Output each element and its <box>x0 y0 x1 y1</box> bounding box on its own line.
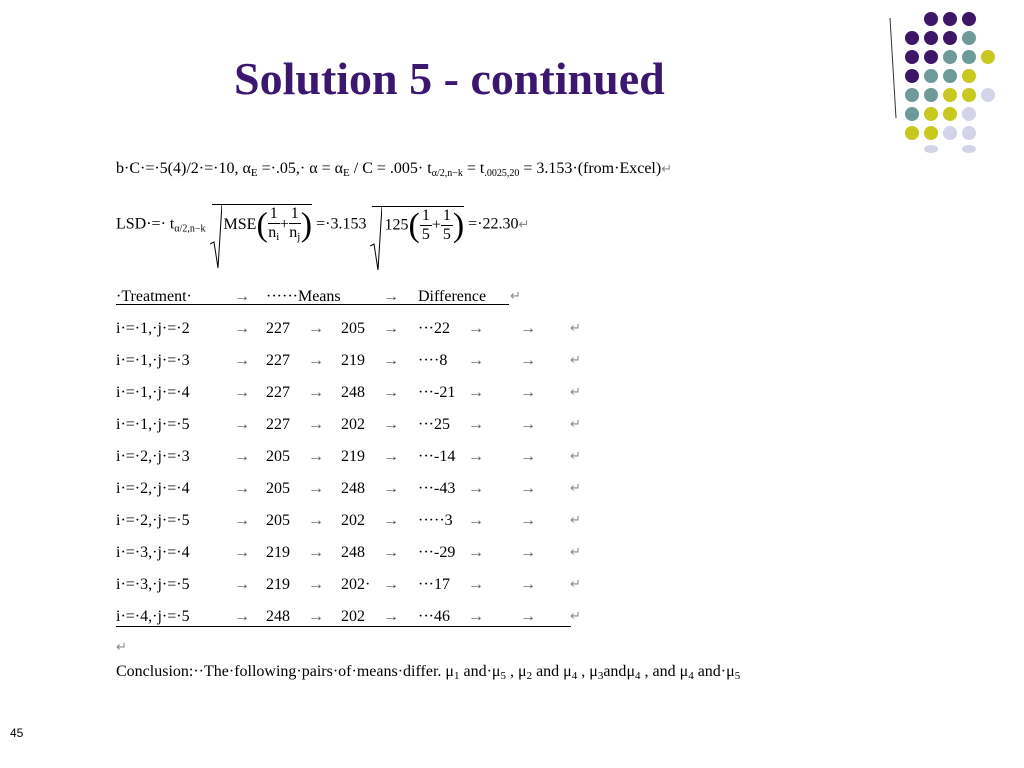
cell-pair: i·=·1,·j·=·2 <box>116 320 190 337</box>
decorative-dot <box>924 31 938 45</box>
denominator: 5 <box>421 226 430 243</box>
decorative-dot <box>905 31 919 45</box>
tab-mark: → <box>520 320 536 337</box>
fraction <box>268 205 280 246</box>
cell-pair: i·=·1,·j·=·4 <box>116 384 190 401</box>
tab-mark: → <box>468 576 484 593</box>
tab-mark: → <box>234 416 250 433</box>
tab-mark: → <box>520 384 536 401</box>
cell-pair: i·=·2,·j·=·5 <box>116 512 190 529</box>
tab-mark: → <box>234 608 250 625</box>
formula-text: = 3.153·(from·Excel) <box>519 160 662 177</box>
tab-mark: → <box>308 448 324 465</box>
paren-open-icon: ( <box>256 206 268 244</box>
decorative-dot <box>962 88 976 102</box>
cell-difference: ···-21 <box>418 384 456 401</box>
cell-mean-i: 248 <box>266 608 290 625</box>
tab-mark: → <box>468 512 484 529</box>
decorative-dot <box>962 50 976 64</box>
fraction <box>420 207 432 244</box>
tab-mark: → <box>468 320 484 337</box>
decorative-dot <box>962 145 976 153</box>
tab-mark: → <box>308 352 324 369</box>
tab-mark: → <box>234 352 250 369</box>
tab-mark: → <box>234 576 250 593</box>
cell-mean-j: 202 <box>341 512 365 529</box>
tab-mark: → <box>383 576 399 593</box>
cell-mean-j: 248 <box>341 544 365 561</box>
formula-comparisons <box>116 160 672 179</box>
numerator: 1 <box>442 207 451 224</box>
tab-mark: → <box>383 544 399 561</box>
cell-pair: i·=·2,·j·=·4 <box>116 480 190 497</box>
decorative-dot <box>962 107 976 121</box>
cell-difference: ···-29 <box>418 544 456 561</box>
tab-mark: → <box>383 384 399 401</box>
decorative-dot <box>981 88 995 102</box>
paragraph-mark: ↵ <box>116 639 127 654</box>
paragraph-mark: ↵ <box>518 216 530 232</box>
decorative-dot <box>962 69 976 83</box>
header-treatment: ·Treatment· <box>116 288 192 305</box>
paragraph-mark: ↵ <box>570 480 581 495</box>
paren-open-icon: ( <box>408 206 420 244</box>
radical-sign-icon <box>370 206 382 272</box>
paragraph-mark: ↵ <box>510 288 521 303</box>
formula-text: LSD·=· t <box>116 215 175 233</box>
denominator: $n_j$ <box>289 224 301 243</box>
cell-mean-j: 202· <box>341 576 371 593</box>
tab-mark: → <box>520 576 536 593</box>
tab-mark: → <box>468 448 484 465</box>
cell-mean-j: 219 <box>341 352 365 369</box>
cell-pair: i·=·1,·j·=·5 <box>116 416 190 433</box>
cell-pair: i·=·3,·j·=·4 <box>116 544 190 561</box>
numerator: 1 <box>421 207 430 224</box>
formula-text: / C = .005· t <box>353 160 432 177</box>
header-underline <box>116 304 509 305</box>
tab-mark: → <box>468 416 484 433</box>
formula-subscript: E <box>343 167 350 179</box>
cell-mean-i: 227 <box>266 416 290 433</box>
decorative-dot <box>924 88 938 102</box>
cell-difference: ···17 <box>418 576 450 593</box>
paragraph-mark: ↵ <box>570 416 581 431</box>
tab-mark: → <box>308 576 324 593</box>
fraction <box>441 207 453 244</box>
tab-mark: → <box>308 608 324 625</box>
cell-difference: ···25 <box>418 416 450 433</box>
decorative-dot <box>943 126 957 140</box>
tab-mark: → <box>520 544 536 561</box>
cell-mean-i: 227 <box>266 352 290 369</box>
tab-mark: → <box>234 448 250 465</box>
formula-lsd <box>116 204 529 246</box>
decorative-dot <box>924 107 938 121</box>
decorative-dot <box>905 88 919 102</box>
cell-mean-i: 227 <box>266 384 290 401</box>
tab-mark: → <box>234 544 250 561</box>
tab-mark: → <box>468 608 484 625</box>
cell-mean-j: 248 <box>341 384 365 401</box>
sqrt-125 <box>372 206 464 245</box>
tab-mark: → <box>308 416 324 433</box>
cell-difference: ···-43 <box>418 480 456 497</box>
cell-difference: ····8 <box>418 352 448 369</box>
tab-mark: → <box>520 512 536 529</box>
tab-mark: → <box>468 352 484 369</box>
tab-mark: → <box>520 416 536 433</box>
formula-text: =·.05,· α = α <box>261 160 344 177</box>
decorative-dot <box>981 50 995 64</box>
cell-pair: i·=·3,·j·=·5 <box>116 576 190 593</box>
cell-mean-i: 205 <box>266 512 290 529</box>
paragraph-mark: ↵ <box>570 352 581 367</box>
decorative-dot <box>924 12 938 26</box>
tab-mark: → <box>468 544 484 561</box>
header-difference: Difference <box>418 288 487 305</box>
tab-mark: → <box>468 480 484 497</box>
decorative-dot <box>962 126 976 140</box>
tab-mark: → <box>520 352 536 369</box>
tab-mark: → <box>383 320 399 337</box>
formula-text: MSE <box>223 216 257 234</box>
paragraph-mark: ↵ <box>570 448 581 463</box>
formula-text: =·22.30 <box>468 215 519 233</box>
paragraph-mark: ↵ <box>570 576 581 591</box>
cell-mean-i: 219 <box>266 544 290 561</box>
decorative-dot <box>924 50 938 64</box>
formula-text: = t <box>462 160 485 177</box>
tab-mark: → <box>383 352 399 369</box>
denominator: $n_i$ <box>268 224 280 243</box>
tab-mark: → <box>234 384 250 401</box>
formula-subscript: E <box>250 167 258 179</box>
decorative-dot <box>943 107 957 121</box>
paren-close-icon: ) <box>452 206 465 244</box>
decorative-dot <box>924 145 938 153</box>
tab-mark: → <box>383 480 399 497</box>
formula-text: b·C·=·5(4)/2·=·10, α <box>116 160 251 177</box>
paragraph-mark: ↵ <box>570 512 581 527</box>
table-bottom-rule <box>116 626 571 627</box>
decorative-dot-grid <box>905 12 1015 162</box>
decorative-dot <box>962 12 976 26</box>
formula-text: + <box>431 216 441 234</box>
cell-difference: ·····3 <box>418 512 453 529</box>
cell-difference: ···46 <box>418 608 450 625</box>
cell-mean-j: 219 <box>341 448 365 465</box>
decorative-dot <box>962 31 976 45</box>
decorative-dot <box>905 126 919 140</box>
tab-mark: → <box>234 512 250 529</box>
paragraph-mark: ↵ <box>661 161 673 176</box>
formula-subscript: α/2,n−k <box>174 223 206 235</box>
formula-text: 125 <box>384 216 409 234</box>
cell-mean-i: 205 <box>266 448 290 465</box>
tab-mark: → <box>383 288 399 305</box>
slide-title: Solution 5 - continued <box>234 53 665 104</box>
tab-mark: → <box>520 608 536 625</box>
cell-mean-j: 248 <box>341 480 365 497</box>
cell-mean-i: 219 <box>266 576 290 593</box>
slide-number: 45 <box>10 726 24 740</box>
sqrt-mse <box>212 204 313 246</box>
cell-difference: ···22 <box>418 320 450 337</box>
tab-mark: → <box>520 480 536 497</box>
tab-mark: → <box>383 448 399 465</box>
radical-sign-icon <box>210 204 222 270</box>
header-means: ······Means <box>266 288 341 305</box>
decorative-dot <box>943 50 957 64</box>
formula-text: + <box>279 216 289 234</box>
paragraph-mark: ↵ <box>570 608 581 623</box>
tab-mark: → <box>234 320 250 337</box>
cell-mean-i: 205 <box>266 480 290 497</box>
formula-subscript: .0025,20 <box>484 168 520 179</box>
decorative-dot <box>905 50 919 64</box>
decorative-dot <box>943 88 957 102</box>
paragraph-mark: ↵ <box>570 320 581 335</box>
denominator: 5 <box>442 226 451 243</box>
formula-text: =·3.153 <box>316 215 367 233</box>
conclusion-text: Conclusion:··The·following·pairs·of·means·differ. $\mu_1$ $and\cdot\mu_5$ , $\mu_2$ and $\mu_4$ , $\mu_3and\mu_4$ , and $\mu_4$ $and\cdot\mu_5$ <box>116 663 741 682</box>
cell-mean-j: 202 <box>341 608 365 625</box>
paragraph-mark: ↵ <box>570 384 581 399</box>
numerator: 1 <box>269 205 278 222</box>
cell-difference: ···-14 <box>418 448 456 465</box>
decorative-dot <box>924 126 938 140</box>
decorative-dot <box>905 107 919 121</box>
decorative-dot <box>943 69 957 83</box>
tab-mark: → <box>308 512 324 529</box>
tab-mark: → <box>308 320 324 337</box>
paren-close-icon: ) <box>300 206 313 244</box>
tab-mark: → <box>308 384 324 401</box>
tab-mark: → <box>468 384 484 401</box>
tab-mark: → <box>383 416 399 433</box>
tab-mark: → <box>308 480 324 497</box>
paragraph-mark: ↵ <box>570 544 581 559</box>
tab-mark: → <box>234 288 250 305</box>
numerator: 1 <box>290 205 299 222</box>
conclusion-sentence: Conclusion:··The·following·pairs·of·means·differ. <box>116 663 442 680</box>
decorative-dot <box>943 12 957 26</box>
tab-mark: → <box>520 448 536 465</box>
tab-mark: → <box>383 608 399 625</box>
tab-mark: → <box>234 480 250 497</box>
decorative-dot <box>943 31 957 45</box>
cell-pair: i·=·4,·j·=·5 <box>116 608 190 625</box>
cell-mean-j: 202 <box>341 416 365 433</box>
formula-subscript: α/2,n−k <box>431 168 463 179</box>
decorative-dot <box>924 69 938 83</box>
decorative-dot <box>905 69 919 83</box>
cell-mean-j: 205 <box>341 320 365 337</box>
cell-pair: i·=·2,·j·=·3 <box>116 448 190 465</box>
cell-pair: i·=·1,·j·=·3 <box>116 352 190 369</box>
tab-mark: → <box>308 544 324 561</box>
cell-mean-i: 227 <box>266 320 290 337</box>
tab-mark: → <box>383 512 399 529</box>
fraction <box>289 205 301 246</box>
